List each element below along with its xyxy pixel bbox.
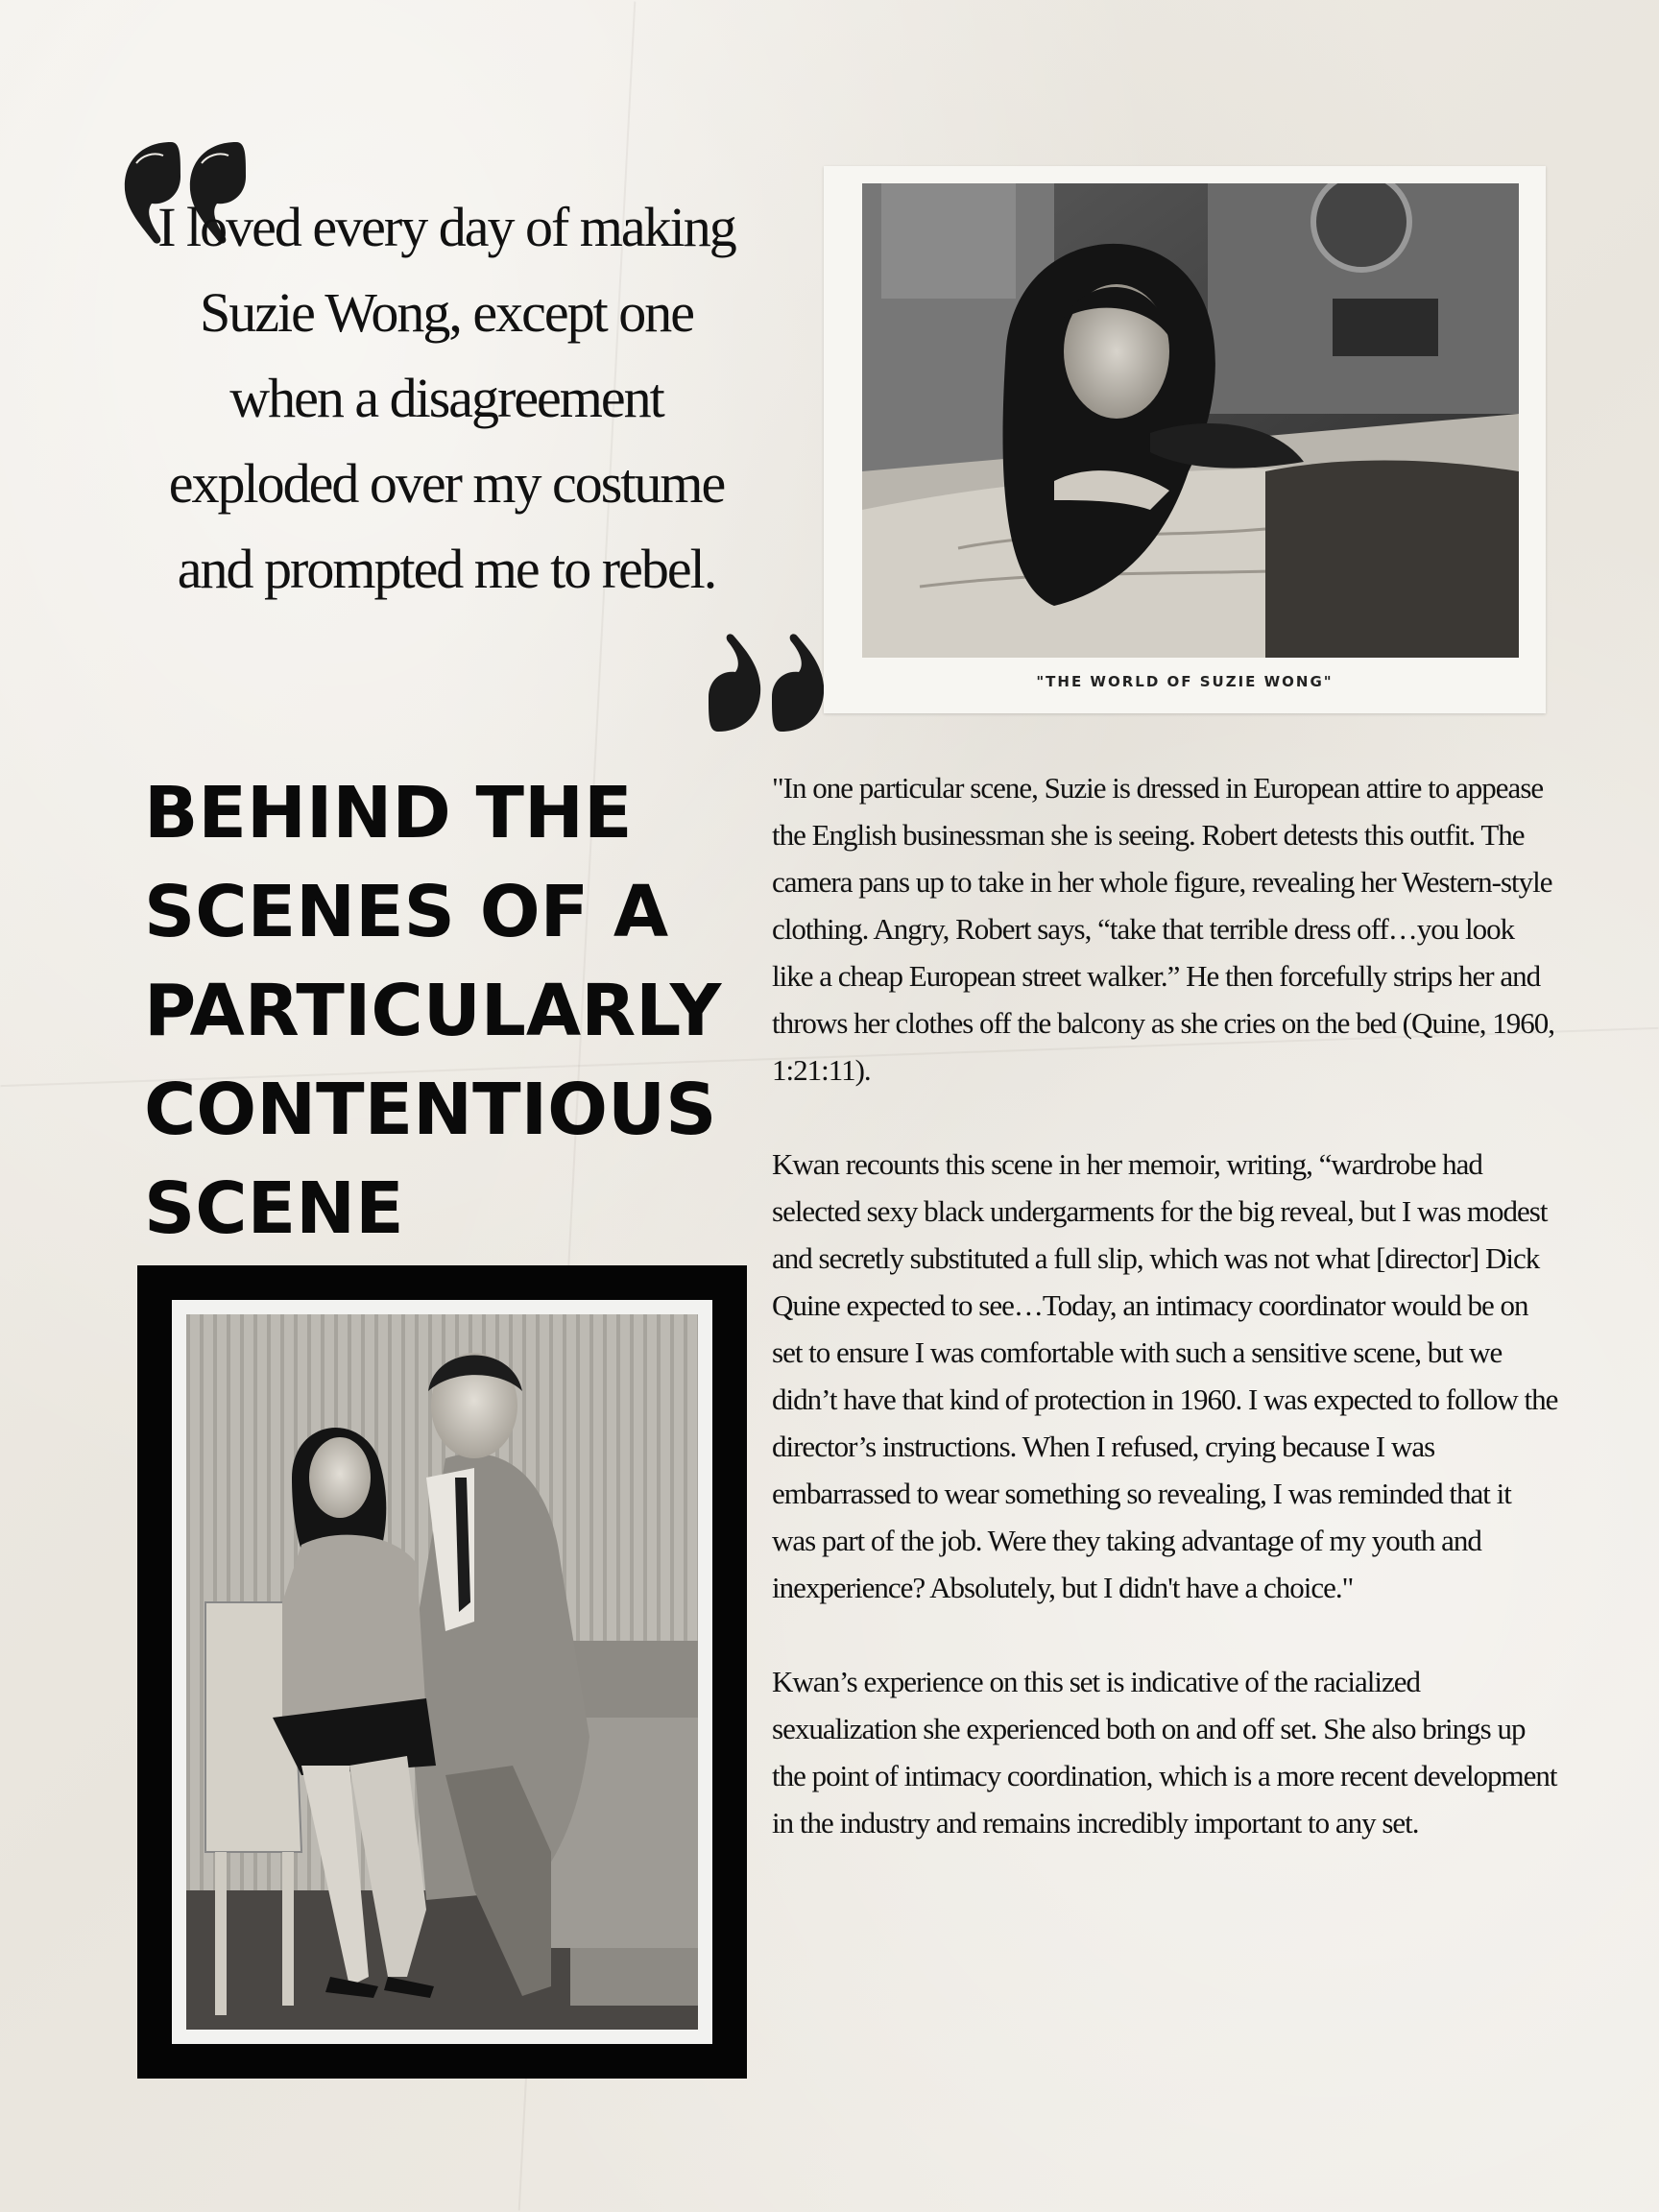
heading-line: PARTICULARLY	[144, 970, 722, 1052]
film-still-photo	[824, 166, 1546, 713]
close-quote-icon	[699, 630, 835, 737]
heading-line: CONTENTIOUS	[144, 1069, 717, 1151]
credit-line	[824, 694, 1546, 702]
section-heading	[144, 764, 739, 1259]
copyright-line	[824, 663, 1546, 671]
film-still-image	[862, 183, 1519, 658]
body-paragraph: "In one particular scene, Suzie is dressed in European attire to appease the English businessman she is seeing. Robert detests this outfit. The camera pans up to take in her whole figure, revealing her Western-style clothing. Angry, Robert says, “take that terrible dress off…you look like a cheap European street walker.” He then forcefully strips her and throws her clothes off the balcony as she cries on the bed (Quine, 1960, 1:21:11).	[772, 771, 1554, 1087]
pull-quote: I loved every day of making Suzie Wong, except one when a disagreement exploded over my costume and prompted me to rebel.	[157, 196, 735, 600]
article-body	[772, 764, 1559, 1893]
body-paragraph: Kwan recounts this scene in her memoir, writing, “wardrobe had selected sexy black undergarments for the big reveal, but I was modest and secretly substituted a full slip, which was not what [director] Dick Quine expected to see…Today, an intimacy coordinator would be on set to ensure I was comfortable with such a sensitive scene, but we didn’t have that kind of protection in 1960. I was expected to follow the director’s instructions. When I refused, crying because I was embarrassed to wear something so revealing, I was reminded that it was part of the job. Were they taking advantage of my youth and inexperience? Absolutely, but I didn't have a choice."	[772, 1147, 1558, 1604]
body-paragraph: Kwan’s experience on this set is indicative of the racialized sexualization she experienced both on and off set. She also brings up the point of intimacy coordination, which is a more recent development in the industry and remains incredibly important to any set.	[772, 1665, 1557, 1839]
photo-mat	[172, 1300, 712, 2044]
heading-line: SCENE	[144, 1167, 404, 1250]
film-caption: "THE WORLD OF SUZIE WONG"	[1036, 673, 1334, 690]
portrait-photo-frame	[137, 1265, 747, 2079]
portrait-photo	[186, 1314, 698, 2030]
heading-line: BEHIND THE	[144, 772, 633, 854]
heading-line: SCENES OF A	[144, 871, 669, 953]
